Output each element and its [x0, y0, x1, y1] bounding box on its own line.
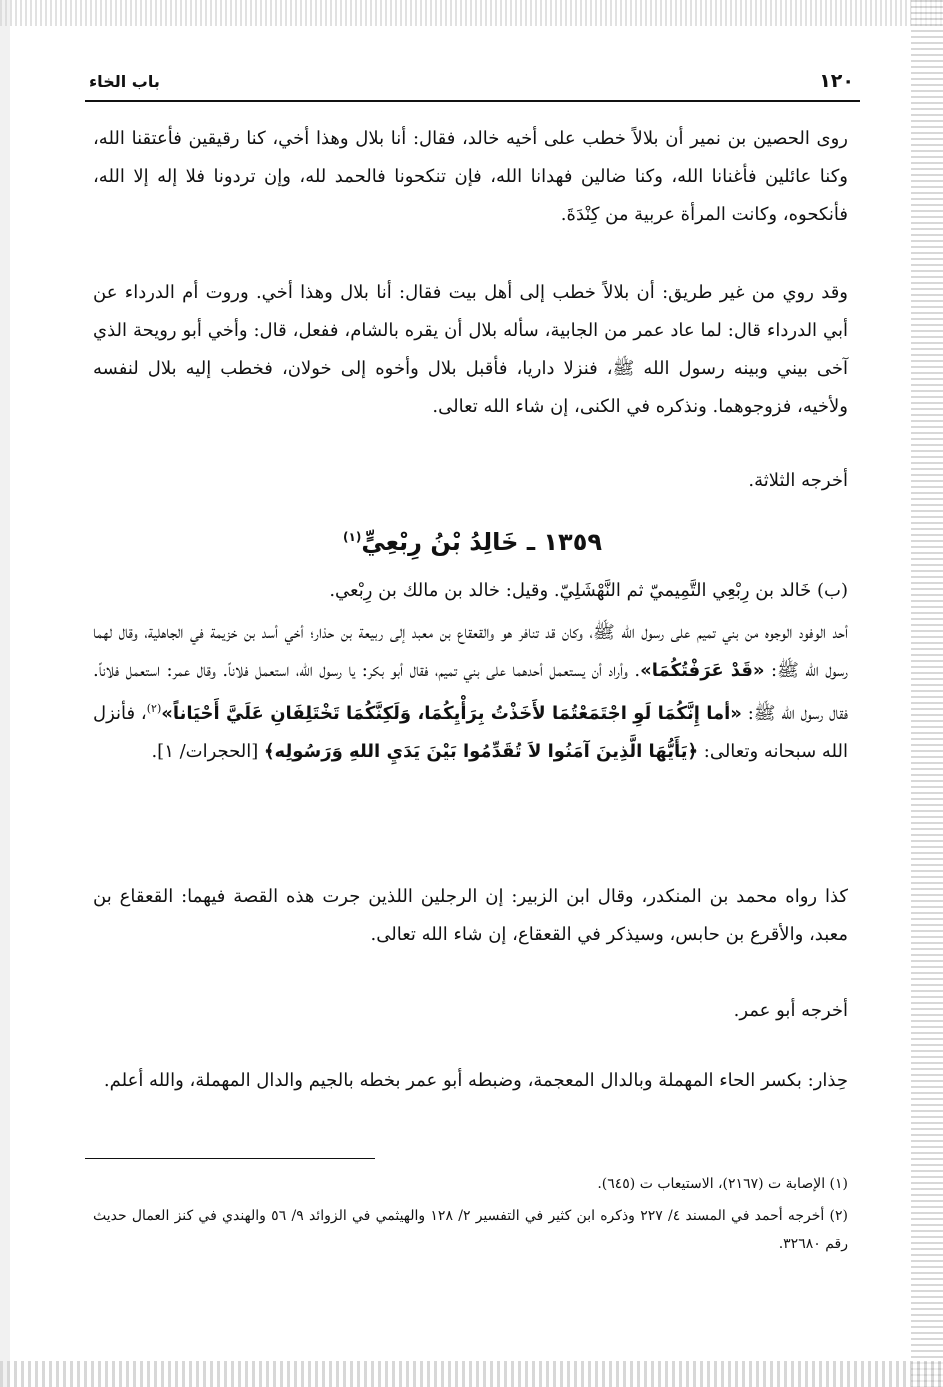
paragraph-takhrij-thalatha: أخرجه الثلاثة.	[748, 470, 848, 491]
page-number: ١٢٠	[819, 70, 854, 92]
entry-title-text: ١٣٥٩ ـ خَالِدُ بْنُ رِبْعِيٍّ	[361, 528, 602, 556]
chapter-title: باب الخاء	[89, 72, 160, 91]
text-segment: أحد الوفود الوجوه من بني تميم على رسول الله ﷺ، وكان قد تنافر هو والقعقاع بن معبد إلى ربيعة بن حذار؛ أخي أسد بن خزيمة في الجاهلية، وقال لهما رسول الله ﷺ:	[93, 622, 848, 681]
paragraph-hidhar-note: حِذار: بكسر الحاء المهملة وبالدال المعجمة، وضبطه أبو عمر بخطه بالجيم والدال المهملة، والله أعلم.	[103, 1070, 848, 1091]
decorative-right-border	[911, 0, 943, 1387]
decorative-bottom-border	[0, 1361, 943, 1387]
paragraph-bilal-marriage: روى الحصين بن نمير أن بلالاً خطب على أخيه خالد، فقال: أنا بلال وهذا أخي، كنا رقيقين فأعتقنا الله، وكنا عائلين فأغنانا الله، وكنا ضالين فهدانا الله، فإن تنكحونا فالحمد لله، وإن تردونا فلا إله إلا الله، فأنكحوه، وكانت المرأة عربية من كِنْدَةَ.	[93, 128, 848, 225]
verse-reference: [الحجرات/ ١].	[151, 741, 264, 762]
footnote-separator	[85, 1158, 375, 1159]
hadith-quote: «قَدْ عَرَفْتُكُمَا»	[640, 660, 765, 681]
paragraph-name-lineage: (ب) خَالد بن رِبْعِي التَّمِيميّ ثم النَّهْشَلِيّ. وقيل: خالد بن مالك بن رِبْعي.	[329, 580, 848, 601]
paragraph-ibn-munkadir: كذا رواه محمد بن المنكدر، وقال ابن الزبير: إن الرجلين اللذين جرت هذه القصة فيهما: القعقاع بن معبد، والأقرع بن حابس، وسيذكر في القعقاع، إن شاء الله تعالى.	[93, 886, 848, 945]
entry-title	[85, 517, 860, 562]
quran-verse: ﴿يَأَيُّهَا الَّذِينَ آمَنُوا لاَ تُقَدِّمُوا بَيْنَ يَدَيِ اللهِ وَرَسُولِه﴾	[264, 741, 699, 762]
hadith-quote: «أما إِنَّكُمَا لَوِ اجْتَمَعْتُمَا لأَخَذْتُ بِرَأْيِكُمَا، وَلَكِنَّكُمَا تَخْتَلِفَانِ عَلَيَّ أَحْيَاناً»	[161, 703, 742, 724]
text-segment: ، فأنزل الله سبحانه وتعالى:	[93, 703, 848, 762]
text-segment: . وأراد أن يستعمل أحدهما على بني تميم، فقال أبو بكر: يا رسول الله، استعمل فلاناً. وقال عمر: استعمل فلاناً. فقال رسول الله ﷺ:	[93, 660, 849, 724]
page-header	[85, 70, 860, 102]
scan-left-edge	[0, 0, 10, 1387]
footnote-ref: (٢)	[146, 702, 162, 715]
paragraph-delegation	[93, 614, 848, 771]
decorative-top-border	[0, 0, 943, 26]
entry-title-footnote-ref: (١)	[343, 530, 362, 544]
paragraph-other-narration: وقد روي من غير طريق: أن بلالاً خطب إلى أهل بيت فقال: أنا بلال وهذا أخي. وروت أم الدرداء عن أبي الدرداء قال: لما عاد عمر من الجابية، سأله بلال أن يقره بالشام، ففعل، قال: وأخي أبو رويحة الذي آخى بيني وبينه رسول الله ﷺ، فنزلا داريا، فأقبل بلال وأخوه إلى خولان، فخطب إليه بلال لنفسه ولأخيه، فزوجوهما. ونذكره في الكنى، إن شاء الله تعالى.	[93, 282, 848, 417]
paragraph-takhrij-abu-umar: أخرجه أبو عمر.	[733, 1000, 848, 1021]
book-page	[85, 62, 860, 1342]
footnote-2: (٢) أخرجه أحمد في المسند ٤/ ٢٢٧ وذكره ابن كثير في التفسير ٢/ ١٢٨ والهيثمي في الزوائد ٩/ ٥٦ والهندي في كنز العمال حديث رقم ٣٢٦٨٠.	[93, 1208, 849, 1252]
footnote-1: (١) الإصابة ت (٢١٦٧)، الاستيعاب ت (٦٤٥).	[597, 1176, 848, 1192]
